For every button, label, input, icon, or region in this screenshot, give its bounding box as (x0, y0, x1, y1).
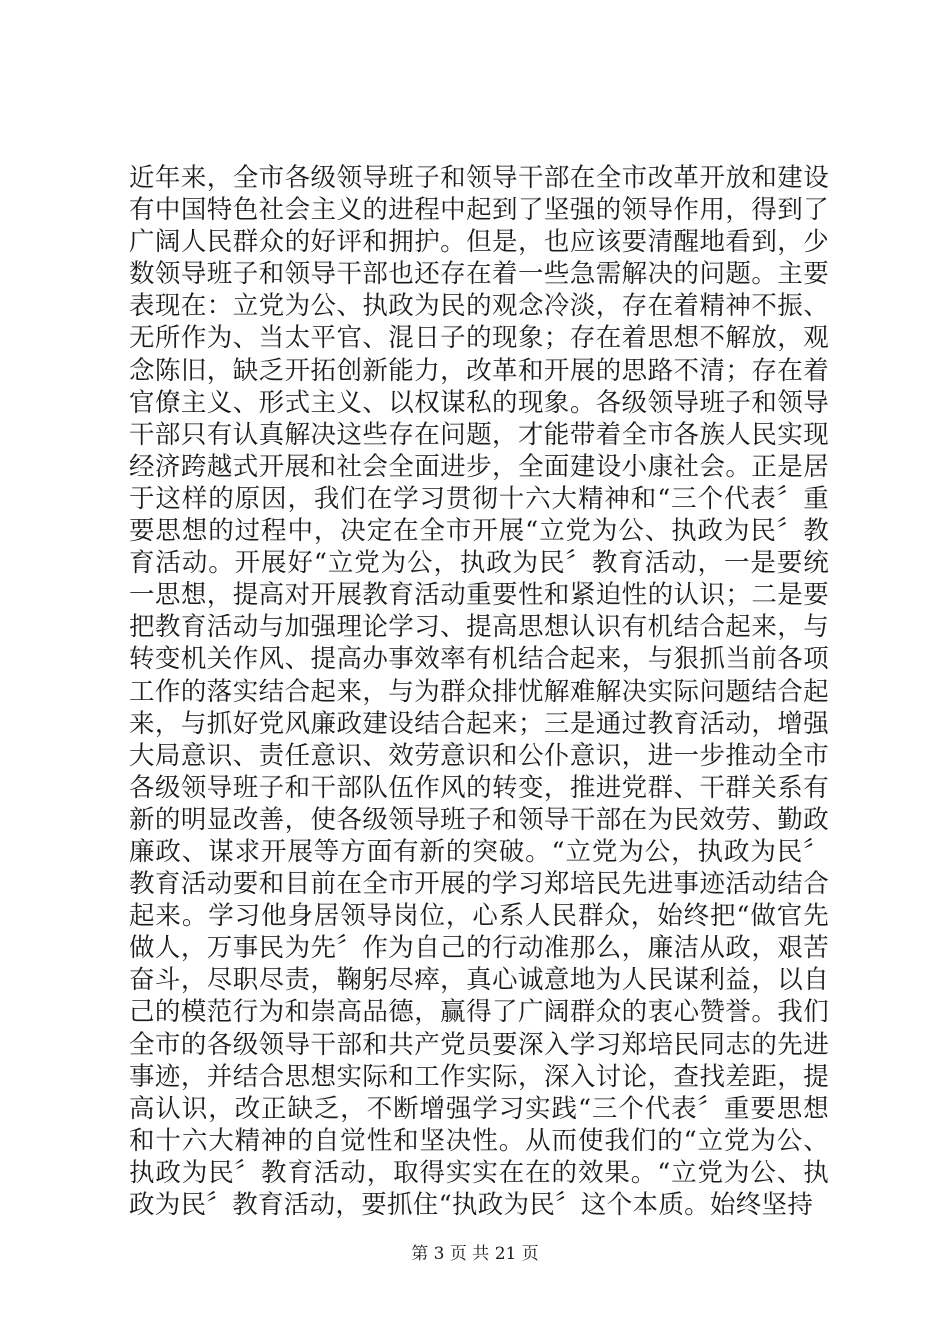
body-paragraph: 近年来，全市各级领导班子和领导干部在全市改革开放和建设有中国特色社会主义的进程中起到了坚强的领导作用，得到了广阔人民群众的好评和拥护。但是，也应该要清醒地看到，少数领导班子和领导干部也还存在着一些急需解决的问题。主要表现在：立党为公、执政为民的观念冷淡，存在着精神不振、无所作为、当太平官、混日子的现象；存在着思想不解放，观念陈旧，缺乏开拓创新能力，改革和开展的思路不清；存在着官僚主义、形式主义、以权谋私的现象。各级领导班子和领导干部只有认真解决这些存在问题，才能带着全市各族人民实现经济跨越式开展和社会全面进步，全面建设小康社会。正是居于这样的原因，我们在学习贯彻十六大精神和“三个代表〞重要思想的过程中，决定在全市开展“立党为公、执政为民〞教育活动。开展好“立党为公，执政为民〞教育活动，一是要统一思想，提高对开展教育活动重要性和紧迫性的认识；二是要把教育活动与加强理论学习、提高思想认识有机结合起来，与转变机关作风、提高办事效率有机结合起来，与狠抓当前各项工作的落实结合起来，与为群众排忧解难解决实际问题结合起来，与抓好党风廉政建设结合起来；三是通过教育活动，增强大局意识、责任意识、效劳意识和公仆意识，进一步推动全市各级领导班子和干部队伍作风的转变，推进党群、干群关系有新的明显改善，使各级领导班子和领导干部在为民效劳、勤政廉政、谋求开展等方面有新的突破。“立党为公，执政为民〞教育活动要和目前在全市开展的学习郑培民先进事迹活动结合起来。学习他身居领导岗位，心系人民群众，始终把“做官先做人，万事民为先〞作为自己的行动准那么，廉洁从政，艰苦奋斗，尽职尽责，鞠躬尽瘁，真心诚意地为人民谋利益，以自己的模范行为和崇高品德，赢得了广阔群众的衷心赞誉。我们全市的各级领导干部和共产党员要深入学习郑培民同志的先进事迹，并结合思想实际和工作实际，深入讨论，查找差距，提高认识，改正缺乏，不断增强学习实践“三个代表〞重要思想和十六大精神的自觉性和坚决性。从而使我们的“立党为公、执政为民〞教育活动，取得实实在在的效果。“立党为公、执政为民〞教育活动，要抓住“执政为民〞这个本质。始终坚持 (129, 163, 829, 1220)
page-footer: 第 3 页 共 21 页 (411, 1244, 539, 1264)
